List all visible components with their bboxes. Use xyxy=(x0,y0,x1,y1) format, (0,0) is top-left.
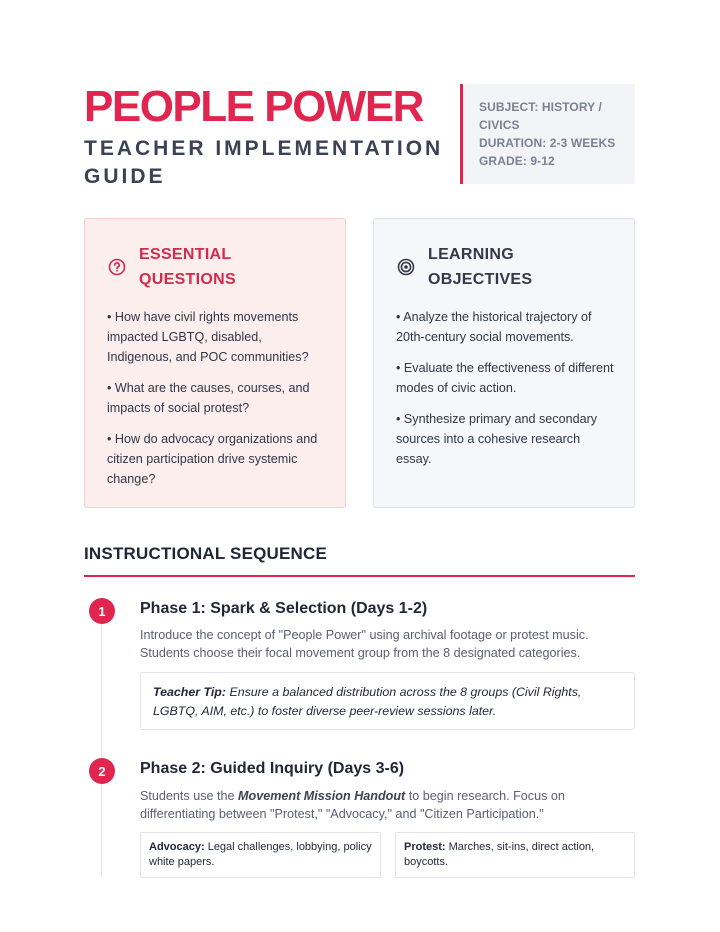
step-title: Phase 2: Guided Inquiry (Days 3-6) xyxy=(140,760,405,777)
definition-term: Advocacy: xyxy=(149,841,205,853)
step-title: Phase 1: Spark & Selection (Days 1-2) xyxy=(140,600,428,617)
definition-text: Legal challenges, lobbying, policy white papers. xyxy=(149,841,372,868)
step-number-badge: 1 xyxy=(89,598,115,624)
learning-objectives-card xyxy=(373,218,635,508)
course-meta-box xyxy=(460,84,635,184)
teacher-tip-label: Teacher Tip: xyxy=(153,685,226,699)
step-number-badge: 2 xyxy=(89,758,115,784)
timeline-line xyxy=(101,622,102,877)
teacher-tip xyxy=(140,672,635,730)
list-item: • What are the causes, courses, and impacts of social protest? xyxy=(107,381,310,415)
learning-objectives-header xyxy=(396,241,614,293)
step-description: Introduce the concept of "People Power" using archival footage or protest music. Students choose their focal movement group from the 8 designated categories. xyxy=(140,628,589,660)
target-icon xyxy=(396,257,416,277)
definition-term: Protest: xyxy=(404,841,446,853)
list-item: • How do advocacy organizations and citizen participation drive systemic change? xyxy=(107,432,318,486)
list-item: • Synthesize primary and secondary sources into a cohesive research essay. xyxy=(396,412,598,466)
handout-name: Movement Mission Handout xyxy=(238,789,406,803)
essential-questions-card xyxy=(84,218,346,508)
document-title: PEOPLE POWER xyxy=(84,82,423,131)
list-item: • How have civil rights movements impacted LGBTQ, disabled, Indigenous, and POC communities? xyxy=(107,310,309,364)
section-divider xyxy=(84,575,635,577)
meta-duration: DURATION: 2-3 WEEKS xyxy=(479,136,616,150)
meta-subject: SUBJECT: HISTORY / CIVICS xyxy=(479,100,602,132)
list-item: • Evaluate the effectiveness of different modes of civic action. xyxy=(396,361,614,395)
learning-objectives-title: LEARNING OBJECTIVES xyxy=(428,246,533,288)
question-circle-icon xyxy=(107,257,127,277)
essential-questions-header xyxy=(107,241,325,293)
document-subtitle: TEACHER IMPLEMENTATION GUIDE xyxy=(84,137,444,188)
definition-text: Marches, sit-ins, direct action, boycotts. xyxy=(404,841,595,868)
meta-grade: GRADE: 9-12 xyxy=(479,154,555,168)
teacher-tip-text: Ensure a balanced distribution across the 8 groups (Civil Rights, LGBTQ, AIM, etc.) to foster diverse peer-review sessions later. xyxy=(153,685,582,718)
list-item: • Analyze the historical trajectory of 20th-century social movements. xyxy=(396,310,592,344)
essential-questions-list xyxy=(107,307,325,489)
definition-card-protest xyxy=(395,832,635,878)
learning-objectives-list xyxy=(396,307,614,469)
section-title: INSTRUCTIONAL SEQUENCE xyxy=(84,544,328,563)
essential-questions-title: ESSENTIAL QUESTIONS xyxy=(139,246,236,288)
step-description: Students use the Movement Mission Handout to begin research. Focus on differentiating between "Protest," "Advocacy," and "Citizen Participation." xyxy=(140,789,565,821)
definition-card-advocacy xyxy=(140,832,381,878)
